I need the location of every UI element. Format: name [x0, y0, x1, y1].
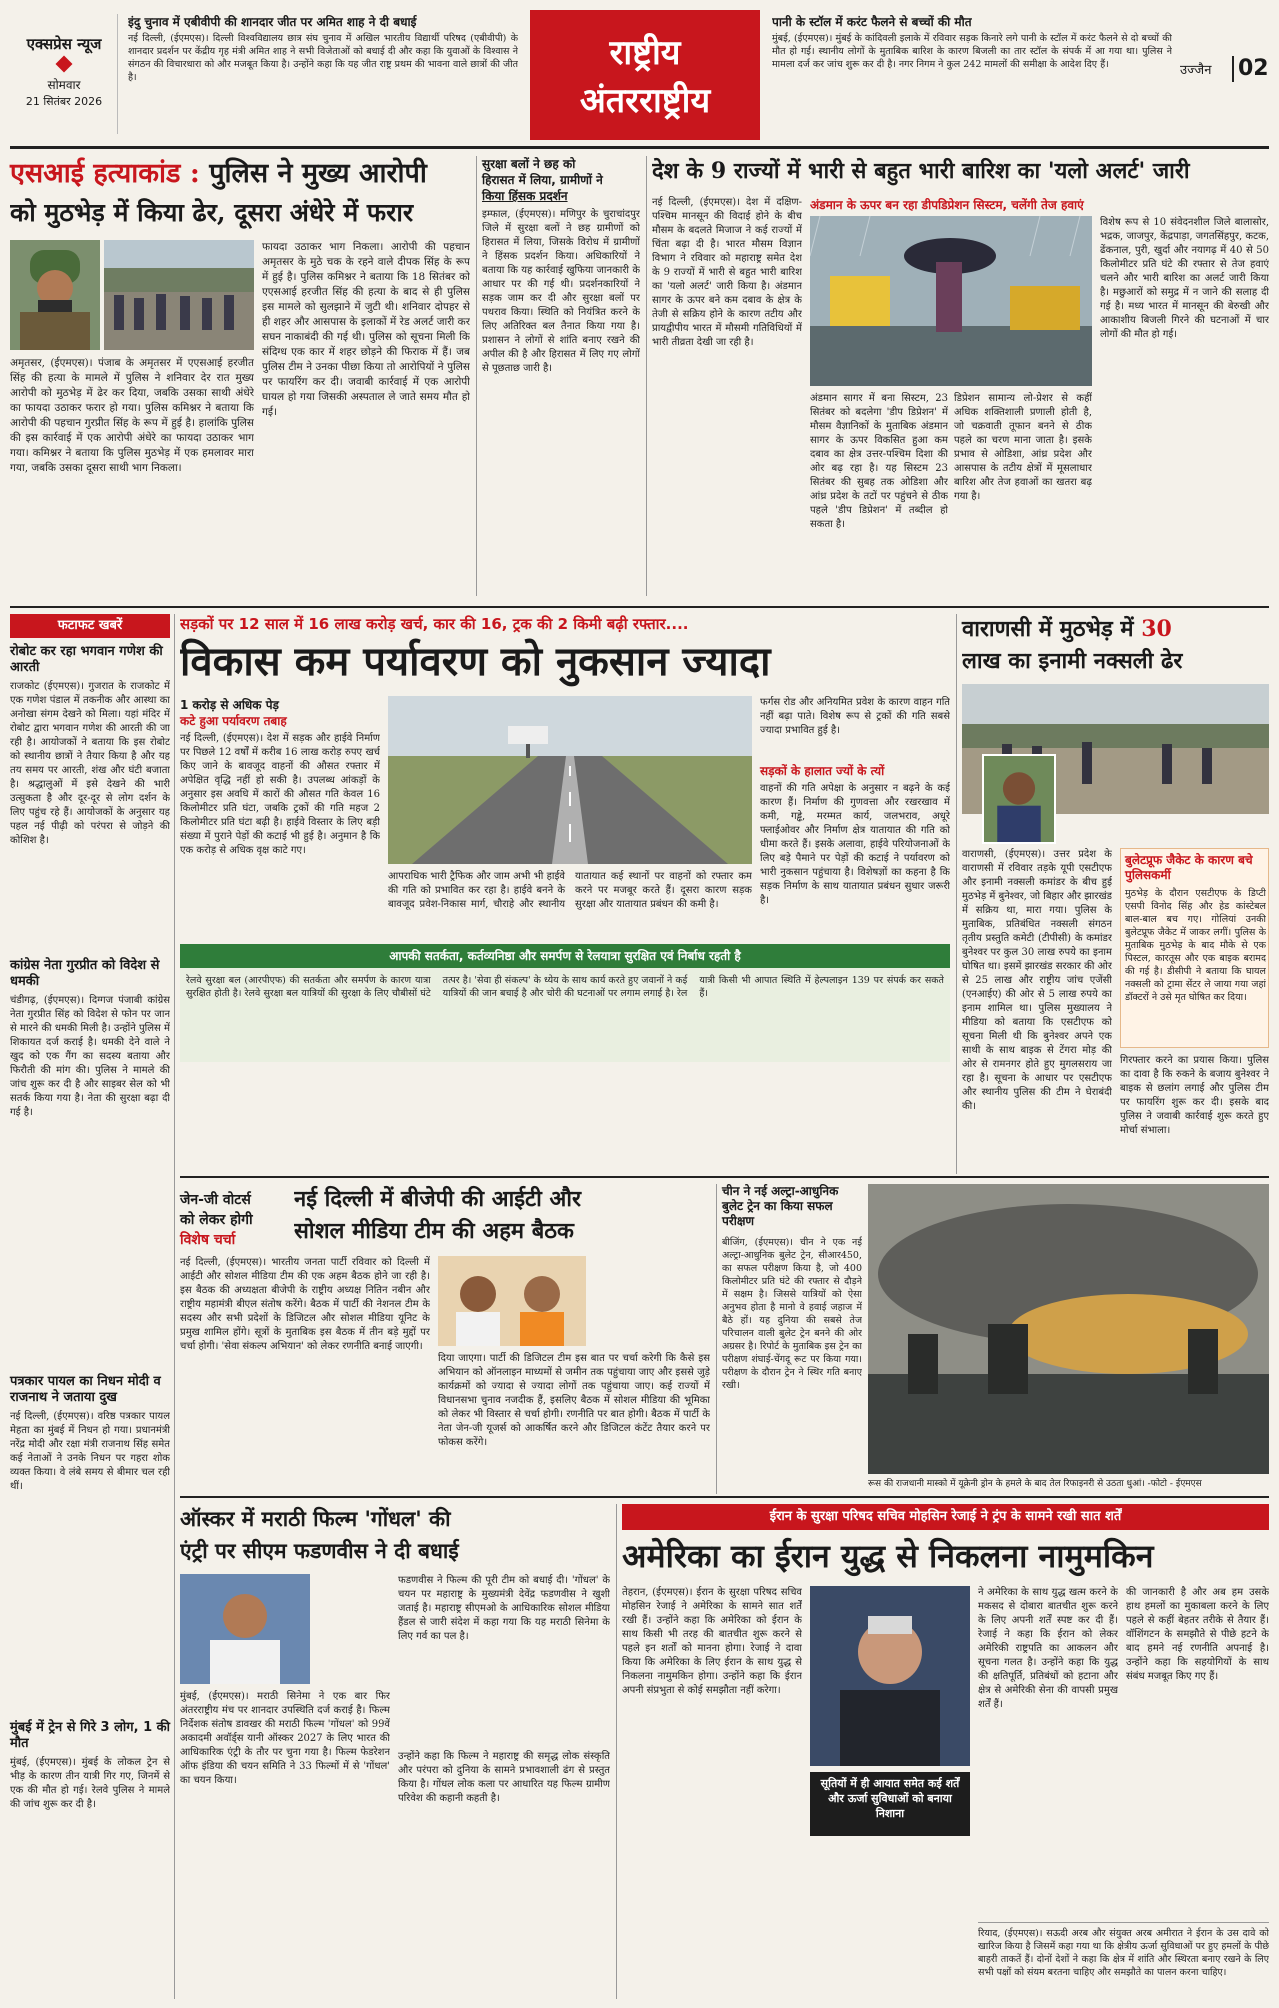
section-title-national: राष्ट्रीय	[609, 33, 681, 73]
oscar-headline-2: एंट्री पर सीएम फडणवीस ने दी बधाई	[180, 1538, 459, 1563]
train-body: बीजिंग, (ईएमएस)। चीन ने एक नई अल्ट्रा-आधुनिक बुलेट ट्रेन, सीआर450, का सफल परीक्षण किया है, जो 400 किलोमीटर प्रति घंटे की रफ्तार से दौड़ने में सक्षम है। जिससे यात्रियों को ऐसा अनुभव होता है मानो वे हवाई जहाज में बैठे हों। यह दुनिया की सबसे तेज परिचालन वाली बुलेट ट्रेन बनने की ओर अग्रसर है। रिपोर्ट के मुताबिक इस ट्रेन का परीक्षण शंघाई-चेंगदू रूट पर किया गया। परीक्षण के दौरान ट्रेन ने स्थिर गति बनाए रखी।	[722, 1237, 862, 1391]
rain-body-4: विशेष रूप से 10 संवेदनशील जिले बालासोर, भद्रक, जाजपुर, केंद्रपाड़ा, जगतसिंहपुर, कटक, ढेंकनाल, पुरी, खुर्दा और नयागढ़ में 40 से 50 किलोमीटर प्रति घंटे की रफ्तार से तेज हवाएं चलने और भारी बारिश का अलर्ट जारी किया है। मछुआरों को समुद्र में न जाने की सलाह दी गई है। मध्य भारत में मानसून की बेरुखी और आकाशीय बिजली गिरने की घटनाओं में चार लोगों की मौत हो गई।	[1100, 217, 1269, 340]
bjp-photo-leaders	[438, 1256, 586, 1346]
rain-subhead: अंडमान के ऊपर बन रहा डीपडिप्रेशन सिस्टम, चलेंगी तेज हवाएं	[810, 198, 1084, 212]
iran-kicker: ईरान के सुरक्षा परिषद सचिव मोहसिन रेजाई ने ट्रंप के सामने रखी सात शर्तें	[622, 1504, 1269, 1530]
si-photo-portrait	[10, 240, 100, 350]
top-brief-left	[128, 14, 518, 134]
quick-news-column	[10, 614, 170, 1999]
varanasi-sidebox-body: मुठभेड़ के दौरान एसटीएफ के डिप्टी एसपी विनोद सिंह और हेड कांस्टेबल बाल-बाल बच गए। गोलियां उनकी बुलेटप्रूफ जैकेट में जाकर लगीं। पुलिस के मुताबिक मुठभेड़ के बाद मौके से एक पिस्टल, कारतूस और एक बाइक बरामद की गई है। डीसीपी ने बताया कि घायल नक्सली को ट्रामा सेंटर ले जाया गया जहां डॉक्टरों ने उसे मृत घोषित कर दिया।	[1125, 888, 1266, 1003]
roads-photo-highway	[388, 696, 752, 864]
col-divider-1	[476, 156, 477, 596]
varanasi-body: वाराणसी, (ईएमएस)। उत्तर प्रदेश के वाराणसी में रविवार तड़के यूपी एसटीएफ और इनामी नक्सली कमांडर के बीच हुई मुठभेड़ में बुनेश्वर, जो बिहार और झारखंड में सक्रिय था, मारा गया। पुलिस के मुताबिक, प्रतिबंधित नक्सली संगठन तृतीय प्रस्तुति कमेटी (टीपीसी) के कमांडर बुनेश्वर पर कुल 30 लाख रुपये का इनाम घोषित था। इसमें झारखंड सरकार की ओर से 25 लाख और राष्ट्रीय जांच एजेंसी (एनआईए) की ओर से 5 लाख रुपये का इनाम शामिल था। पुलिस मुख्यालय ने मीडिया को बताया कि एसटीएफ को सूचना मिली थी कि बुनेश्वर अपने एक साथी के साथ बाइक से टेंगरा मोड़ की ओर से रामनगर होते हुए मुगलसराय जा रहा है। सूचना के आधार पर एसटीएफ और स्थानीय पुलिस की टीम ने घेराबंदी की।	[962, 849, 1112, 1112]
quick-item-4-body: मुंबई, (ईएमएस)। मुंबई के लोकल ट्रेन से भीड़ के कारण तीन यात्री गिर गए, जिनमें से एक की मौत हो गई। रेलवे पुलिस ने मामले की जांच शुरू कर दी है।	[10, 1757, 170, 1810]
rain-body-3: डिप्रेशन सामान्य लो-प्रेशर से कहीं अधिक शक्तिशाली प्रणाली होती है, जो चक्रवाती तूफान बनने से ठीक पहले का चरण माना जाता है। इसके प्रभाव से ओडिशा, आंध्र प्रदेश और आसपास के तटीय क्षेत्रों में मूसलाधार बारिश और तेज हवाओं का खतरा बढ़ गया है।	[954, 393, 1092, 502]
story-si-murder	[10, 156, 470, 606]
page-divider	[1232, 56, 1234, 82]
roads-subhead-3: सड़कों के हालात ज्यों के त्यों	[760, 764, 885, 778]
col-divider-oscar	[616, 1504, 617, 1999]
story-rain-alert	[652, 156, 1269, 606]
quick-item-2-head: कांग्रेस नेता गुरप्रीत को विदेश से धमकी	[10, 958, 160, 989]
roads-body-2: आपराधिक भारी ट्रैफिक और जाम अभी भी हाईवे की गति को प्रभावित कर रहा है। हाईवे बनने के बावजूद प्रवेश-निकास मार्ग, चौराहे और स्थानीय यातायात कई स्थानों पर वाहनों को रफ्तार कम करने पर मजबूर करते हैं। दूसरा कारण सड़क सुरक्षा और यातायात प्रबंधन की कमी है।	[388, 871, 752, 910]
bjp-kicker-3: विशेष चर्चा	[180, 1232, 236, 1248]
masthead	[10, 10, 1269, 140]
varanasi-headline-line1	[962, 614, 1269, 644]
quick-item-3-body: नई दिल्ली, (ईएमएस)। वरिष्ठ पत्रकार पायल मेहता का मुंबई में निधन हो गया। प्रधानमंत्री नरेंद्र मोदी और रक्षा मंत्री राजनाथ सिंह समेत कई नेताओं ने उनके निधन पर गहरा शोक व्यक्त किया। वे लंबे समय से बीमार चल रही थीं।	[10, 1411, 170, 1492]
row2-rule	[180, 1176, 1269, 1178]
brand-box	[10, 14, 118, 134]
si-body-right: फायदा उठाकर भाग निकला। आरोपी की पहचान अमृतसर के मुठे चक के रहने वाले दीपक सिंह के रूप में हुई है। पुलिस कमिश्नर ने बताया कि 18 सितंबर को एएसआई हरजीत सिंह की हत्या के बाद से ही पुलिस इस मामले को सुलझाने में जुटी थी। शनिवार दोपहर से ही शहर और आसपास के इलाकों में रेड अलर्ट जारी कर सघन नाकाबंदी की गई थी। पुलिस को सूचना मिली कि संदिग्ध एक कार में शहर छोड़ने की फिराक में हैं। जब पुलिस टीम ने उनका पीछा किया तो आरोपियों ने पुलिस पर फायरिंग कर दी। जवाबी कार्रवाई में एक आरोपी घायल हो गया जिसकी अस्पताल ले जाते समय मौत हो गई।	[262, 241, 470, 418]
section-banner	[530, 10, 760, 140]
story-bjp	[180, 1184, 710, 1494]
story-varanasi	[962, 614, 1269, 1174]
rain-headline: देश के 9 राज्यों में भारी से बहुत भारी बारिश का 'यलो अलर्ट' जारी	[652, 158, 1190, 184]
iran-photo-rezaei	[810, 1586, 970, 1766]
story-villagers	[482, 156, 640, 606]
rain-body-2: अंडमान सागर में बना सिस्टम, 23 सितंबर को बदलेगा 'डीप डिप्रेशन' में मौसम वैज्ञानिकों के मुताबिक अंडमान सागर के ऊपर विकसित हुआ कम दबाव का क्षेत्र उत्तर-पश्चिम दिशा की ओर बढ़ रहा है। यह सिस्टम 23 सितंबर की सुबह तक ओडिशा और आंध्र प्रदेश के तटों पर पहुंचने से ठीक पहले 'डीप डिप्रेशन' में तब्दील हो सकता है।	[810, 393, 948, 530]
bjp-headline-1: नई दिल्ली में बीजेपी की आईटी और	[294, 1186, 581, 1212]
oscar-body-1: मुंबई, (ईएमएस)। मराठी सिनेमा ने एक बार फिर अंतरराष्ट्रीय मंच पर शानदार उपस्थिति दर्ज कराई है। फिल्म निर्देशक संतोष डावखर की मराठी फिल्म 'गोंधल' को 99वें अकादमी अवॉर्ड्स यानी ऑस्कर 2027 के लिए भारत की आधिकारिक एंट्री के तौर पर चुना गया है। फिल्म फेडरेशन ऑफ इंडिया की चयन समिति ने 33 फिल्मों में से 'गोंधल' का चयन किया।	[180, 1691, 390, 1786]
story-bullet-train	[722, 1184, 862, 1494]
oscar-body-2: फडणवीस ने फिल्म की पूरी टीम को बधाई दी। 'गोंधल' के चयन पर महाराष्ट्र के मुख्यमंत्री देवेंद्र फडणवीस ने खुशी जताई है। महाराष्ट्र सीएमओ के आधिकारिक सोशल मीडिया हैंडल से जारी संदेश में कहा गया कि यह मराठी सिनेमा के लिए गर्व का पल है।	[398, 1575, 610, 1642]
railway-ad-body: रेलवे सुरक्षा बल (आरपीएफ) की सतर्कता और समर्पण के कारण यात्रा सुरक्षित होती है। रेलवे सुरक्षा बल यात्रियों की सुरक्षा के लिए चौबीसों घंटे तत्पर है। 'सेवा ही संकल्प' के ध्येय के साथ कार्य करते हुए जवानों ने कई यात्रियों की जान बचाई है और चोरी की घटनाओं पर लगाम लगाई है। रेल यात्री किसी भी आपात स्थिति में हेल्पलाइन 139 पर संपर्क कर सकते हैं।	[186, 975, 944, 999]
top-brief-right-headline: पानी के स्टॉल में करंट फैलने से बच्चों की मौत	[772, 15, 972, 29]
roads-kicker: सड़कों पर 12 साल में 16 लाख करोड़ खर्च, कार की 16, ट्रक की 2 किमी बढ़ी रफ्तार....	[180, 615, 689, 633]
bjp-body-2: दिया जाएगा। पार्टी की डिजिटल टीम इस बात पर चर्चा करेगी कि कैसे इस अभियान को ऑनलाइन माध्यमों से जमीन तक पहुंचाया जाए और इससे जुड़े कार्यक्रमों को ज्यादा से ज्यादा लोगों तक पहुंचाया जाए। कई राज्यों में विधानसभा चुनाव नजदीक हैं, इसलिए बैठक में सोशल मीडिया की भूमिका को लेकर भी विस्तार से चर्चा होगी। रणनीति पर बात होगी। बैठक में पार्टी के नेता जेन-जी यूजर्स को आकर्षित करने और डिजिटल कंटेंट तैयार करने पर फोकस करेंगे।	[438, 1353, 710, 1448]
col-divider-right-row2	[956, 614, 957, 1174]
si-headline-part1: पुलिस ने मुख्य आरोपी	[209, 158, 427, 189]
top-brief-right	[772, 14, 1172, 134]
varanasi-sidebox-head: बुलेटप्रूफ जैकेट के कारण बचे पुलिसकर्मी	[1125, 853, 1253, 882]
varanasi-sidebox	[1120, 848, 1269, 1048]
section-title-international: अंतरराष्ट्रीय	[579, 81, 711, 121]
oscar-body-3: उन्होंने कहा कि फिल्म ने महाराष्ट्र की समृद्ध लोक संस्कृति और परंपरा को दुनिया के सामने प्रभावशाली ढंग से प्रस्तुत किया है। गोंधल लोक कला पर आधारित यह फिल्म ग्रामीण परिवेश की कहानी कहती है।	[398, 1751, 610, 1804]
oscar-photo-cm	[180, 1574, 310, 1684]
col-divider-bjp	[716, 1184, 717, 1494]
iran-headline: अमेरिका का ईरान युद्ध से निकलना नामुमकिन	[622, 1537, 1154, 1575]
iran-bottom-brief: रियाद, (ईएमएस)। सऊदी अरब और संयुक्त अरब अमीरात ने ईरान के उस दावे को खारिज किया है जिसमें कहा गया था कि क्षेत्रीय ऊर्जा सुविधाओं पर हुए हमलों के पीछे बाहरी ताकतें हैं। दोनों देशों ने कहा कि क्षेत्र में शांति और स्थिरता बनाए रखने के लिए सभी पक्षों को संयम बरतना चाहिए और समझौते का पालन करना चाहिए।	[978, 1922, 1269, 1996]
bjp-kicker-2: को लेकर होगी	[180, 1212, 253, 1228]
rain-body-1: नई दिल्ली, (ईएमएस)। देश में दक्षिण-पश्चिम मानसून की विदाई होने के बीच मौसम के बदलते मिजाज ने कई राज्यों में चिंता बढ़ा दी है। भारत मौसम विज्ञान विभाग ने रविवार को महाराष्ट्र समेत देश के 9 राज्यों में भारी से बहुत भारी बारिश का 'यलो अलर्ट' जारी किया है। अंडमान सागर के ऊपर बने कम दबाव के क्षेत्र के तेजी से सक्रिय होने के कारण तटीय और प्रायद्वीपीय भारत में मौसमी गतिविधियों में भारी तीव्रता देखी जा रही है।	[652, 197, 802, 348]
rain-photo	[810, 216, 1092, 386]
si-headline-red: एसआई हत्याकांड :	[10, 158, 200, 189]
villagers-head-3: किया हिंसक प्रदर्शन	[482, 189, 568, 203]
roads-subhead-2: कटे हुआ पर्यावरण तबाह	[180, 714, 287, 728]
varanasi-headline-red: 30	[1141, 616, 1172, 642]
issue-day: सोमवार	[47, 78, 81, 92]
col-divider-left	[174, 614, 175, 1999]
quick-item-1-head: रोबोट कर रहा भगवान गणेश की आरती	[10, 644, 163, 675]
si-photo-scene	[104, 240, 254, 350]
row3-rule	[180, 1496, 1269, 1498]
varanasi-headline-part1: वाराणसी में मुठभेड़ में	[962, 616, 1134, 642]
oscar-headline-1: ऑस्कर में मराठी फिल्म 'गोंधल' की	[180, 1506, 451, 1531]
quick-item-1-body: राजकोट (ईएमएस)। गुजरात के राजकोट में एक गणेश पंडाल में तकनीक और आस्था का अनोखा संगम देखने को मिला। यहां मंदिर में रोबोट द्वारा भगवान गणेश की आरती की जा रही है। आयोजकों ने बताया कि इस रोबोट को स्थानीय छात्रों ने तैयार किया है और यह तय समय पर आरती, शंख और घंटी बजाता है। श्रद्धालुओं में इसे देखने की भारी उत्सुकता है और दूर-दूर से लोग दर्शन के लिए पहुंच रहे हैं। आयोजकों के अनुसार यह पहल नई पीढ़ी को परंपरा से जोड़ने की कोशिश है।	[10, 681, 170, 846]
varanasi-body-end: गिरफ्तार करने का प्रयास किया। पुलिस का दावा है कि रुकने के बजाय बुनेश्वर ने बाइक से छलांग लगाई और पुलिस टीम पर फायरिंग शुरू कर दी। इसके बाद पुलिस ने जवाबी कार्रवाई शुरू करते हुए मोर्चा संभाला।	[1120, 1055, 1269, 1136]
top-brief-left-headline: इंदु चुनाव में एबीवीपी की शानदार जीत पर अमित शाह ने दी बधाई	[128, 15, 417, 29]
varanasi-photo-portrait	[982, 754, 1056, 844]
si-body-left: अमृतसर, (ईएमएस)। पंजाब के अमृतसर में एएसआई हरजीत सिंह की हत्या के मामले में पुलिस ने शनिवार देर रात मुख्य आरोपी को मुठभेड़ में ढेर कर दिया, जबकि उसका साथी अंधेरे का फायदा उठाकर फरार हो गया। पुलिस कमिश्नर ने बताया कि आरोपी की पहचान गुरप्रीत सिंह के रूप में हुई है। हालांकि पुलिस की इस कार्रवाई में एक आरोपी अंधेरे का फायदा उठाकर भाग गया। कमिश्नर ने बताया कि पुलिस मुठभेड़ में एक हमलावर मारा गया, जबकि उसका दूसरा साथी भाग निकला।	[10, 357, 254, 474]
iran-photo-caption: सूतियों में ही आयात समेत कई शर्तें और ऊर्जा सुविधाओं को बनाया निशाना	[810, 1772, 970, 1836]
iran-body-3: की जानकारी है और अब हम उसके हाथ हमलों का मुकाबला करने के लिए पहले से कहीं बेहतर तरीके से तैयार हैं। वॉशिंगटन के समझौते से पीछे हटने के बाद हमने नई रणनीति अपनाई है। उन्होंने कहा कि सहयोगियों के साथ संबंध मजबूत किए गए हैं।	[1126, 1587, 1269, 1682]
city-name: उज्जैन	[1180, 63, 1212, 78]
si-headline-line2: को मुठभेड़ में किया ढेर, दूसरा अंधेरे में फरार	[10, 198, 414, 227]
brand-name: एक्सप्रेस न्यूज	[26, 35, 102, 53]
si-headline-line1	[10, 156, 470, 192]
top-brief-left-body: नई दिल्ली, (ईएमएस)। दिल्ली विश्वविद्यालय छात्र संघ चुनाव में अखिल भारतीय विद्यार्थी परिषद (एबीवीपी) के शानदार प्रदर्शन पर केंद्रीय गृह मंत्री अमित शाह ने सभी विजेताओं को बधाई दी और कहा कि युवाओं के विश्वास ने संगठन की विचारधारा को और मजबूत किया है। उन्होंने कहा कि यह जीत राष्ट्र प्रथम की भावना वाले छात्रों की जीत है।	[128, 33, 518, 83]
top-brief-right-body: मुंबई, (ईएमएस)। मुंबई के कांदिवली इलाके में रविवार सड़क किनारे लगे पानी के स्टॉल में करंट फैलने से दो बच्चों की मौत हो गई। स्थानीय लोगों के मुताबिक बारिश के कारण बिजली का तार स्टॉल के संपर्क में आ गया था। पुलिस ने मामला दर्ज कर जांच शुरू कर दी है। नगर निगम ने कुल 242 मामलों की समीक्षा के आदेश दिए हैं।	[772, 33, 1172, 70]
refinery-smoke-photo	[868, 1184, 1269, 1474]
roads-body-3: फर्गस रोड और अनियमित प्रवेश के कारण वाहन गति नहीं बढ़ा पाते। विशेष रूप से ट्रकों की गति सबसे ज्यादा प्रभावित हुई है।	[760, 697, 950, 736]
varanasi-headline-line2: लाख का इनामी नक्सली ढेर	[962, 648, 1183, 674]
iran-body-2: ने अमेरिका के साथ युद्ध खत्म करने के मकसद से दोबारा बातचीत शुरू करने के लिए अपनी शर्तें स्पष्ट कर दी हैं। रेजाई ने कहा कि ईरान को लेकर अमेरिकी राष्ट्रपति का आकलन और सूचना गलत है। उन्होंने कहा कि युद्ध की क्षतिपूर्ति, प्रतिबंधों को हटाना और क्षेत्र से अमेरिकी सेना की वापसी प्रमुख शर्तें हैं।	[978, 1587, 1118, 1710]
bjp-kicker-1: जेन-जी वोटर्स	[180, 1192, 251, 1208]
brand-ornament-icon	[56, 56, 73, 73]
train-headline: चीन ने नई अल्ट्रा-आधुनिक बुलेट ट्रेन का किया सफल परीक्षण	[722, 1184, 839, 1228]
roads-body-4: वाहनों की गति अपेक्षा के अनुसार न बढ़ने के कई कारण हैं। निर्माण की गुणवत्ता और रखरखाव में कमी, गड्ढे, मरम्मत कार्य, जलभराव, अधूरे फ्लाईओवर और निर्माण क्षेत्र यातायात की गति को धीमा करते हैं। इसके अलावा, हाईवे परियोजनाओं के लिए बड़े पैमाने पर पेड़ों की कटाई ने पर्यावरण को भारी नुकसान पहुंचाया है। विशेषज्ञों का कहना है कि सड़क निर्माण के साथ यातायात प्रबंधन सुधार जरूरी है।	[760, 783, 950, 906]
roads-headline: विकास कम पर्यावरण को नुकसान ज्यादा	[180, 638, 771, 685]
villagers-head-1: सुरक्षा बलों ने छह को	[482, 157, 576, 171]
col-divider-2	[646, 156, 647, 596]
masthead-rule	[10, 146, 1269, 149]
bjp-body-1: नई दिल्ली, (ईएमएस)। भारतीय जनता पार्टी रविवार को दिल्ली में आईटी और सोशल मीडिया टीम की एक अहम बैठक होने जा रही है। इस बैठक की अध्यक्षता बीजेपी के राष्ट्रीय अध्यक्ष नितिन नबीन और राष्ट्रीय महामंत्री बीएल संतोष करेंगे। बैठक में पार्टी की नेशनल टीम के सदस्य और सभी प्रदेशों के डिजिटल और सोशल मीडिया यूनिट के प्रमुख शामिल होंगे। सूत्रों के मुताबिक इस बैठक में तीन बड़े मुद्दों पर चर्चा होगी। 'सेवा संकल्प अभियान' को लेकर रणनीति बनाई जाएगी।	[180, 1257, 430, 1352]
story-iran	[622, 1504, 1269, 1999]
page-number: 02	[1238, 56, 1269, 81]
row1-rule	[10, 606, 1269, 608]
story-oscar	[180, 1504, 610, 1999]
page-label	[1180, 54, 1269, 84]
railway-ad-title: आपकी सतर्कता, कर्तव्यनिष्ठा और समर्पण से रेलयात्रा सुरक्षित एवं निर्बाध रहती है	[180, 944, 950, 968]
roads-body-1: नई दिल्ली, (ईएमएस)। देश में सड़क और हाईवे निर्माण पर पिछले 12 वर्षों में करीब 16 लाख करोड़ रुपए खर्च किए जाने के बावजूद वाहनों की औसत रफ्तार में अपेक्षित वृद्धि नहीं हो सकी है। उपलब्ध आंकड़ों के अनुसार इस अवधि में कारों की औसत गति केवल 16 किलोमीटर प्रति घंटा, जबकि ट्रकों की गति महज 2 किलोमीटर प्रति घंटा बढ़ी है। हाईवे विस्तार के लिए बड़ी संख्या में पुराने पेड़ों की कटाई भी हुई है। अनुमान है कि एक करोड़ से अधिक वृक्ष काटे गए।	[180, 733, 380, 856]
quick-news-title: फटाफट खबरें	[10, 614, 170, 638]
villagers-body: इम्फाल, (ईएमएस)। मणिपुर के चुराचांदपुर जिले में सुरक्षा बलों ने छह ग्रामीणों को हिरासत में लिया, जिसके विरोध में ग्रामीणों ने हिंसक प्रदर्शन किया। अधिकारियों ने बताया कि यह कार्रवाई खुफिया जानकारी के आधार पर की गई थी। प्रदर्शनकारियों ने सड़क जाम कर दी और सुरक्षा बलों पर पथराव किया। स्थिति को नियंत्रित करने के लिए अतिरिक्त बल तैनात किया गया है। प्रशासन ने लोगों से शांति बनाए रखने की अपील की है और हिरासत में लिए गए लोगों से पूछताछ जारी है।	[482, 209, 640, 374]
railway-ad-band	[180, 944, 950, 1062]
bjp-headline-2: सोशल मीडिया टीम की अहम बैठक	[294, 1218, 574, 1244]
quick-item-4-head: मुंबई में ट्रेन से गिरे 3 लोग, 1 की मौत	[10, 1720, 170, 1751]
refinery-photo-caption: रूस की राजधानी मास्को में यूक्रेनी ड्रोन के हमले के बाद तेल रिफाइनरी से उठता धुआं। -फोटो - ईएमएस	[868, 1479, 1202, 1489]
iran-body-1: तेहरान, (ईएमएस)। ईरान के सुरक्षा परिषद सचिव मोहसिन रेजाई ने अमेरिका के सामने सात शर्तें रखी हैं। उन्होंने कहा कि अमेरिका को ईरान के साथ किसी भी तरह की बातचीत शुरू करने से पहले इन शर्तों को मानना होगा। रेजाई ने दावा किया कि अमेरिका के लिए ईरान के साथ युद्ध से निकलना नामुमकिन होगा। उन्होंने कहा कि ईरान अपनी संप्रभुता से कोई समझौता नहीं करेगा।	[622, 1587, 802, 1696]
story-roads	[180, 614, 950, 944]
issue-date: 21 सितंबर 2026	[25, 95, 103, 108]
quick-item-2-body: चंडीगढ़, (ईएमएस)। दिग्गज पंजाबी कांग्रेस नेता गुरप्रीत सिंह को विदेश से फोन पर जान से मारने की धमकी मिली है। उन्होंने पुलिस में शिकायत दर्ज कराई है। धमकी देने वाले ने खुद को एक गैंग का सदस्य बताया और फिरौती की मांग की। पुलिस ने मामले की जांच शुरू कर दी है और साइबर सेल को भी सतर्क किया गया है। नेता की सुरक्षा बढ़ा दी गई है।	[10, 995, 170, 1118]
quick-item-3-head: पत्रकार पायल का निधन मोदी व राजनाथ ने जताया दुख	[10, 1374, 161, 1405]
roads-subhead-1: 1 करोड़ से अधिक पेड़	[180, 698, 279, 712]
villagers-head-2: हिरासत में लिया, ग्रामीणों ने	[482, 173, 603, 187]
